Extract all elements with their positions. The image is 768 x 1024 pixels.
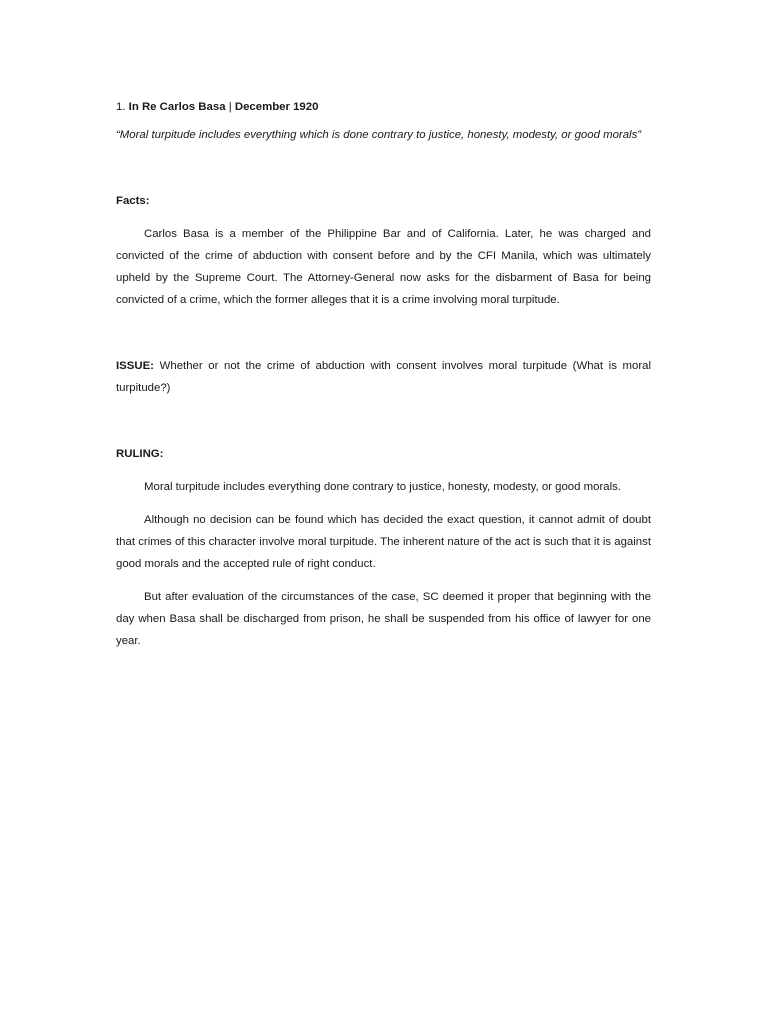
issue-paragraph <box>116 355 651 399</box>
ruling-paragraph-2: Although no decision can be found which has decided the exact question, it cannot admit of doubt that crimes of this character involve moral turpitude. The inherent nature of the act is such that it is against good morals and the accepted rule of right conduct. <box>116 514 651 570</box>
case-heading <box>116 96 651 118</box>
facts-label: Facts: <box>116 195 150 207</box>
facts-paragraph: Carlos Basa is a member of the Philippine Bar and of California. Later, he was charged and convicted of the crime of abduction with consent before and by the CFI Manila, which was ultimately upheld by the Supreme Court. The Attorney-General now asks for the disbarment of Basa for being convicted of a crime, which the former alleges that it is a crime involving moral turpitude. <box>116 228 651 306</box>
heading-separator: | <box>228 101 232 113</box>
ruling-paragraph-3: But after evaluation of the circumstances of the case, SC deemed it proper that beginning with the day when Basa shall be discharged from prison, he shall be suspended from his office of lawyer for one year. <box>116 591 651 647</box>
case-number: 1. <box>116 101 126 113</box>
document-body <box>116 96 651 652</box>
case-title: In Re Carlos Basa <box>128 101 226 113</box>
issue-text: Whether or not the crime of abduction with consent involves moral turpitude (What is moral turpitude?) <box>116 360 651 394</box>
case-quote: “Moral turpitude includes everything which is done contrary to justice, honesty, modesty, or good morals” <box>116 129 642 141</box>
ruling-paragraph-1: Moral turpitude includes everything done contrary to justice, honesty, modesty, or good morals. <box>144 481 621 493</box>
issue-label: ISSUE: <box>116 360 154 372</box>
case-date: December 1920 <box>234 101 319 113</box>
ruling-label: RULING: <box>116 448 164 460</box>
